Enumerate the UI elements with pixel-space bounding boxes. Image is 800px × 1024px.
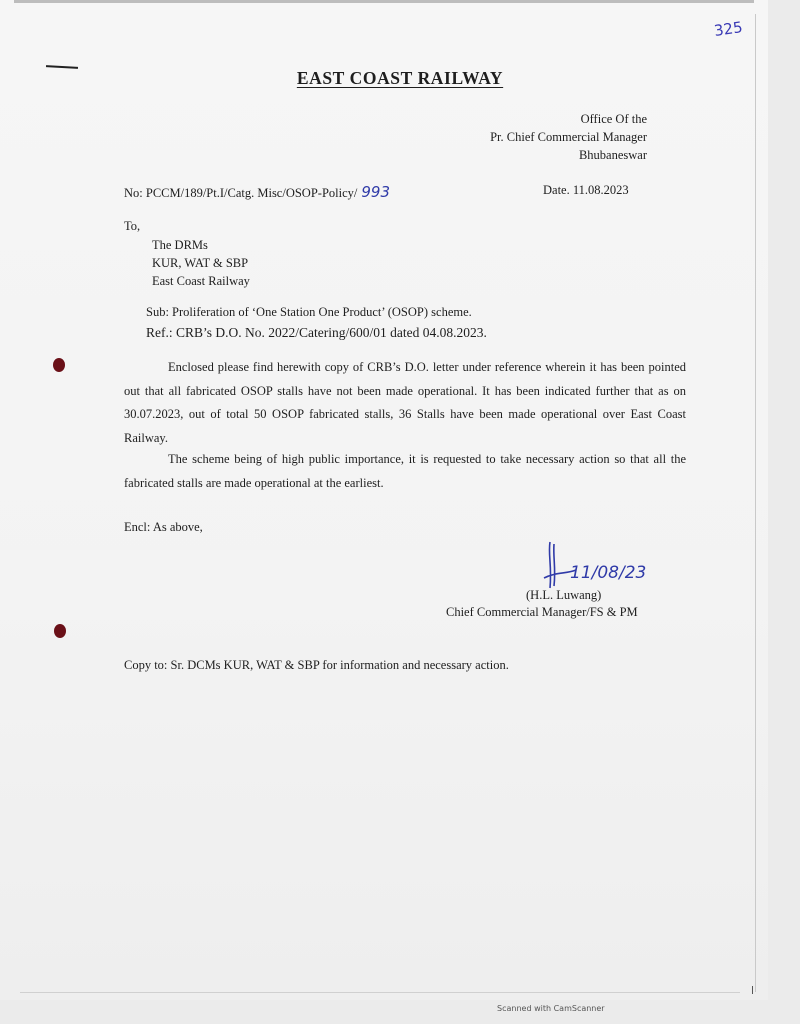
reference-number-text: No: PCCM/189/Pt.I/Catg. Misc/OSOP-Policy/ <box>124 186 358 200</box>
addressee-line: East Coast Railway <box>152 274 250 288</box>
office-line: Pr. Chief Commercial Manager <box>490 130 647 144</box>
reference-number <box>124 183 390 201</box>
body-paragraph: The scheme being of high public importance, it is requested to take necessary action so that all the fabricated stalls are made operational at the earliest. <box>124 452 686 490</box>
addressee-to: To, <box>124 219 141 233</box>
signatory-designation: Chief Commercial Manager/FS & PM <box>446 605 638 619</box>
signatory-name: (H.L. Luwang) <box>526 588 602 602</box>
reference-line: Ref.: CRB’s D.O. No. 2022/Catering/600/01 dated 04.08.2023. <box>146 325 487 340</box>
addressee-block <box>152 236 250 290</box>
body-paragraph: Enclosed please find herewith copy of CRB’s D.O. letter under reference wherein it has been pointed out that all fabricated OSOP stalls have not been made operational. It has been indicated further that as on 30.07.2023, out of total 50 OSOP fabricated stalls, 36 Stalls have been made operational over East Coast Railway. <box>124 360 686 445</box>
page-bottom-edge <box>20 992 740 993</box>
addressee-line: The DRMs <box>152 238 208 252</box>
punch-hole <box>54 624 66 638</box>
signature-date: 11/08/23 <box>570 563 647 583</box>
page-right-edge <box>755 14 756 992</box>
subject-line: Sub: Proliferation of ‘One Station One Product’ (OSOP) scheme. <box>146 305 472 319</box>
handwritten-dispatch-number: 993 <box>361 183 391 201</box>
addressee-line: KUR, WAT & SBP <box>152 256 249 270</box>
office-address <box>470 110 647 164</box>
handwritten-page-number: 325 <box>712 18 744 40</box>
letter-date: Date. 11.08.2023 <box>543 183 629 197</box>
office-line: Office Of the <box>580 112 647 126</box>
office-line: Bhubaneswar <box>578 148 647 162</box>
punch-hole <box>53 358 65 372</box>
scanner-watermark: Scanned with CamScanner <box>497 1004 605 1013</box>
enclosure-note: Encl: As above, <box>124 520 203 534</box>
page-top-edge <box>14 0 754 3</box>
letterhead-title: EAST COAST RAILWAY <box>296 68 504 88</box>
copy-to-line: Copy to: Sr. DCMs KUR, WAT & SBP for information and necessary action. <box>124 658 509 672</box>
edge-mark <box>752 986 753 994</box>
